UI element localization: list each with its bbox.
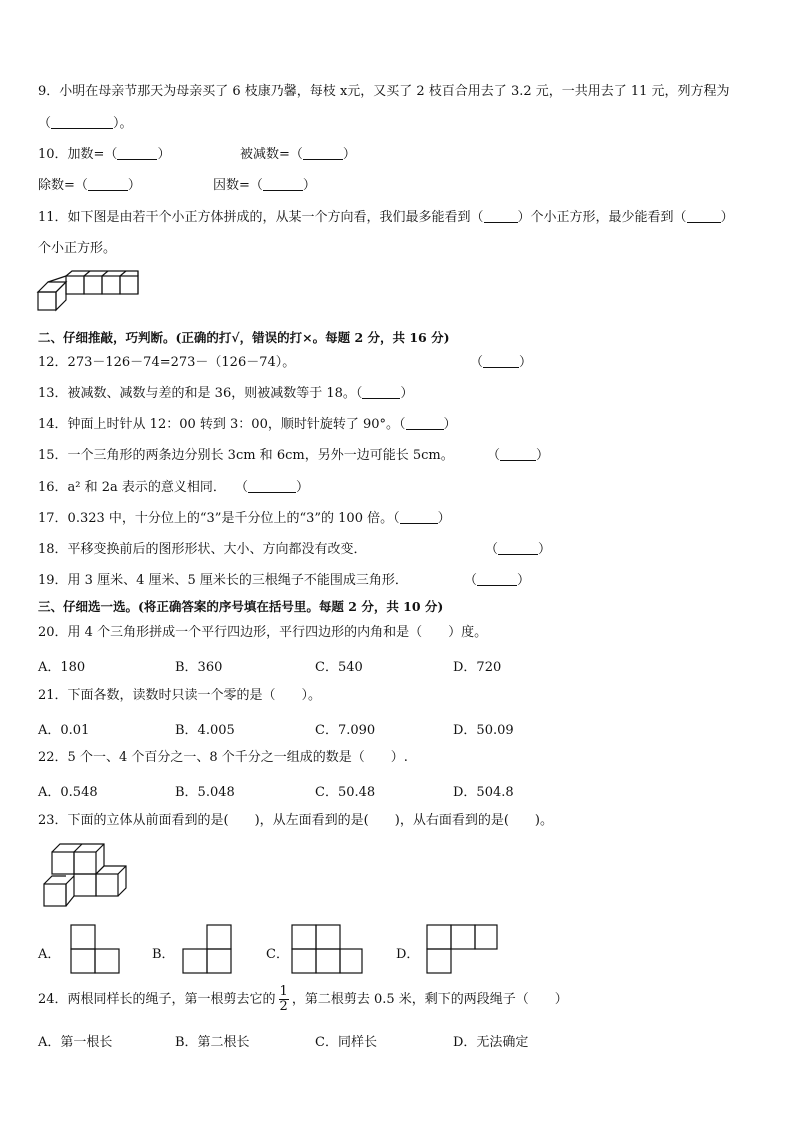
question-21-stem: 21．下面各数，读数时只读一个零的是（ ）。 <box>38 688 322 703</box>
judge-item-16 <box>38 480 226 496</box>
judge-open: （ <box>393 511 400 526</box>
question-20-options <box>38 656 758 675</box>
option-c[interactable]: C．50.48 <box>315 785 376 800</box>
question-10-minuend <box>240 147 356 163</box>
question-24-post: ，第二根剪去 0.5 米，剩下的两段绳子（ ） <box>291 992 568 1007</box>
judge-item-17 <box>38 511 451 527</box>
judge-blank[interactable] <box>362 386 400 399</box>
option-c[interactable]: C． <box>266 947 289 962</box>
question-9-blank[interactable] <box>51 116 113 129</box>
judge-close: ） <box>443 417 457 432</box>
cube-row-figure <box>36 270 142 314</box>
option-d[interactable]: D．无法确定 <box>453 1035 529 1050</box>
minuend-close: ） <box>342 147 356 162</box>
question-10-row1 <box>38 147 170 163</box>
option-c[interactable]: C．7.090 <box>315 723 376 738</box>
option-a[interactable]: A．第一根长 <box>38 1035 113 1050</box>
judge-blank[interactable] <box>406 417 444 430</box>
divisor-label: 除数=（ <box>38 178 88 193</box>
judge-open: （ <box>235 480 249 495</box>
option-c[interactable]: C．540 <box>315 660 363 675</box>
question-21-options <box>38 719 758 738</box>
judge-blank[interactable] <box>483 355 519 368</box>
view-option-a-shape <box>70 924 120 974</box>
question-9-line2 <box>38 116 133 132</box>
judge-text: 17．0.323 中，十分位上的“3”是千分位上的“3”的 100 倍。 <box>38 511 394 526</box>
judge-text: 18．平移变换前后的图形形状、大小、方向都没有改变． <box>38 542 367 557</box>
judge-answer-18 <box>485 542 551 558</box>
question-11-line2: 个小正方形。 <box>38 241 117 256</box>
option-a[interactable]: A．0.548 <box>38 785 98 800</box>
addend-blank[interactable] <box>117 147 157 160</box>
option-a[interactable]: A． <box>38 947 61 962</box>
factor-label: 因数=（ <box>213 178 263 193</box>
judge-blank[interactable] <box>498 542 538 555</box>
question-24-pre: 24．两根同样长的绳子，第一根剪去它的 <box>38 992 276 1007</box>
judge-text: 15．一个三角形的两条边分别长 3cm 和 6cm，另外一边可能长 5cm。 <box>38 448 454 463</box>
option-b[interactable]: B．第二根长 <box>175 1035 250 1050</box>
divisor-blank[interactable] <box>88 178 128 191</box>
question-11-part1: 11．如下图是由若干个小正方体拼成的，从某一个方向看，我们最多能看到（ <box>38 210 484 225</box>
fraction-denominator: 2 <box>279 999 288 1014</box>
judge-text: 14．钟面上时针从 12：00 转到 3：00，顺时针旋转了 90°。 <box>38 417 400 432</box>
question-22-stem: 22．5 个一、4 个百分之一、8 个千分之一组成的数是（ ）. <box>38 750 408 765</box>
judge-item-19 <box>38 573 408 589</box>
option-b[interactable]: B．5.048 <box>175 785 235 800</box>
judge-text: 19．用 3 厘米、4 厘米、5 厘米长的三根绳子不能围成三角形． <box>38 573 408 588</box>
question-23-stem: 23．下面的立体从前面看到的是( )，从左面看到的是( )，从右面看到的是( )。 <box>38 813 553 828</box>
question-9-close: ）。 <box>113 116 133 131</box>
judge-close: ） <box>296 480 310 495</box>
minuend-blank[interactable] <box>303 147 343 160</box>
judge-answer-12 <box>470 355 532 371</box>
view-option-b-shape <box>181 924 233 974</box>
judge-open: （ <box>487 448 501 463</box>
judge-close: ） <box>400 386 414 401</box>
judge-close: ） <box>517 573 531 588</box>
judge-item-14 <box>38 417 457 433</box>
judge-text: 12．273－126－74=273－（126－74）。 <box>38 355 296 370</box>
judge-blank[interactable] <box>400 511 438 524</box>
view-option-c-shape <box>291 924 365 974</box>
question-10-factor <box>213 178 316 194</box>
question-23-options <box>38 943 758 962</box>
fraction-one-half <box>279 985 289 1014</box>
judge-item-15 <box>38 448 454 464</box>
option-c[interactable]: C．同样长 <box>315 1035 377 1050</box>
judge-close: ） <box>437 511 451 526</box>
option-d[interactable]: D．504.8 <box>453 785 514 800</box>
question-11-blank-max[interactable] <box>484 210 518 223</box>
judge-answer-15 <box>487 448 549 464</box>
judge-item-12 <box>38 355 295 371</box>
question-20-stem: 20．用 4 个三角形拼成一个平行四边形，平行四边形的内角和是（ ）度。 <box>38 625 488 640</box>
option-a[interactable]: A．0.01 <box>38 723 90 738</box>
question-9-line1: 9．小明在母亲节那天为母亲买了 6 枝康乃馨，每枝 x元，又买了 2 枝百合用去了 3.2 元，一共用去了 11 元，列方程为 <box>38 84 730 99</box>
judge-open: （ <box>355 386 363 401</box>
judge-close: ） <box>536 448 550 463</box>
question-10-row2 <box>38 178 141 194</box>
option-b[interactable]: B． <box>152 947 175 962</box>
option-d[interactable]: D． <box>396 947 420 962</box>
divisor-close: ） <box>127 178 141 193</box>
judge-text: 13．被减数、减数与差的和是 36，则被减数等于 18。 <box>38 386 356 401</box>
minuend-label: 被减数=（ <box>240 147 303 162</box>
judge-blank[interactable] <box>500 448 536 461</box>
judge-answer-16 <box>235 480 309 496</box>
judge-open: （ <box>470 355 484 370</box>
judge-open: （ <box>464 573 478 588</box>
judge-blank[interactable] <box>477 573 517 586</box>
section-2-heading: 二、仔细推敲，巧判断。(正确的打√，错误的打×。每题 2 分，共 16 分) <box>38 330 450 345</box>
question-22-options <box>38 781 758 800</box>
judge-close: ） <box>519 355 533 370</box>
option-b[interactable]: B．360 <box>175 660 223 675</box>
option-d[interactable]: D．50.09 <box>453 723 514 738</box>
addend-close: ） <box>157 147 171 162</box>
question-24-options <box>38 1031 758 1050</box>
factor-close: ） <box>302 178 316 193</box>
factor-blank[interactable] <box>263 178 303 191</box>
question-11-blank-min[interactable] <box>687 210 721 223</box>
solid-figure <box>40 840 132 910</box>
question-11-part3: ） <box>720 210 734 225</box>
judge-item-18 <box>38 542 367 558</box>
judge-open: （ <box>485 542 499 557</box>
judge-close: ） <box>538 542 552 557</box>
question-11-part2: ）个小正方形，最少能看到（ <box>517 210 687 225</box>
judge-text: 16．a² 和 2a 表示的意义相同． <box>38 480 226 495</box>
question-9-open: （ <box>38 116 52 131</box>
judge-answer-19 <box>464 573 530 589</box>
option-b[interactable]: B．4.005 <box>175 723 235 738</box>
option-a[interactable]: A．180 <box>38 660 86 675</box>
option-d[interactable]: D．720 <box>453 660 502 675</box>
question-24-stem <box>38 985 568 1015</box>
section-3-heading: 三、仔细选一选。(将正确答案的序号填在括号里。每题 2 分，共 10 分) <box>38 599 444 614</box>
fraction-numerator: 1 <box>279 984 288 999</box>
judge-blank[interactable] <box>248 480 296 493</box>
question-11-line1 <box>38 210 734 226</box>
addend-label: 10．加数=（ <box>38 147 118 162</box>
view-option-d-shape <box>426 924 500 974</box>
judge-item-13 <box>38 386 413 402</box>
judge-open: （ <box>399 417 406 432</box>
